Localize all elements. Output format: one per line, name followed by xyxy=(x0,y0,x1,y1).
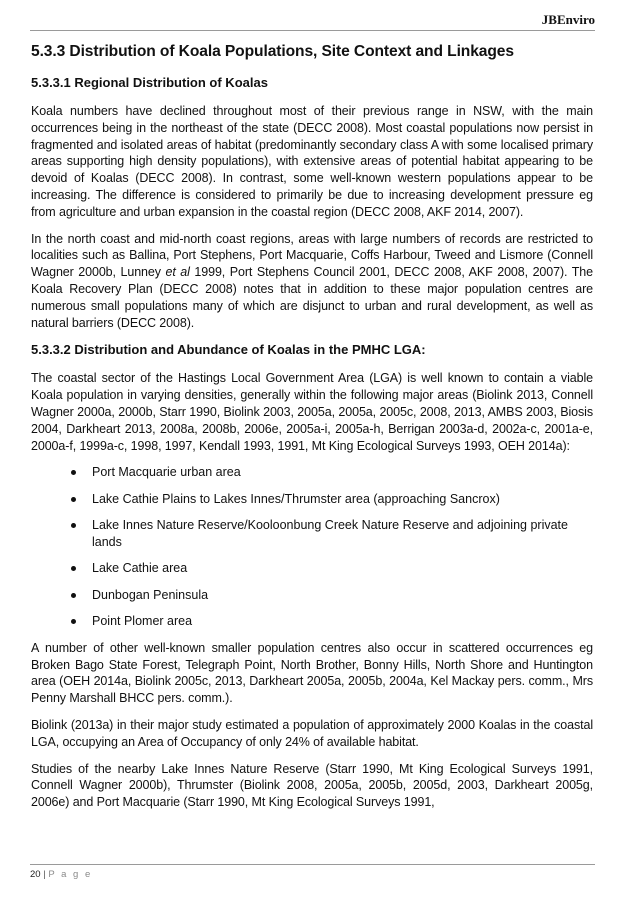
section-heading: 5.3.3 Distribution of Koala Populations, Site Context and Linkages xyxy=(31,43,514,60)
bullet-icon xyxy=(71,566,76,571)
bullet-icon xyxy=(71,523,76,528)
page-content xyxy=(31,42,593,821)
page-label: P a g e xyxy=(48,869,93,880)
bullet-icon xyxy=(71,593,76,598)
list-item xyxy=(31,613,593,630)
bullet-icon xyxy=(71,619,76,624)
bullet-icon xyxy=(71,470,76,475)
page-header xyxy=(30,12,595,31)
italic-text: et al xyxy=(165,265,190,280)
text-run: In the north coast and mid-north coast regions, areas with large numbers of records are restricted to localities such as Ballina, Port Stephens, Port Macquarie, Coffs Harbour, Tweed and Lismore (Connell Wagner 2000b, Lunney xyxy=(31,231,593,280)
list-item xyxy=(31,491,593,508)
brand-logo-text: JBEnviro xyxy=(541,12,595,27)
paragraph: Studies of the nearby Lake Innes Nature Reserve (Starr 1990, Mt King Ecological Surveys 1991, Connell Wagner 2000b), Thrumster (Biolink 2008, 2005a, 2005b, 2005d, 2003, Darkheart 2005g, 2006e) and Port Macquarie (Starr 1990, Mt King Ecological Surveys 1991, xyxy=(31,761,593,810)
list-item xyxy=(31,587,593,604)
text-run: 1999, Port Stephens Council 2001, DECC 2008, AKF 2008, 2007). The Koala Recovery Plan (DECC 2008) notes that in addition to these major population centres are numerous small populations many of which are disjunct to urban and rural development, as well as natural barriers (DECC 2008). xyxy=(31,265,594,330)
paragraph: Biolink (2013a) in their major study estimated a population of approximately 2000 Koalas in the coastal LGA, occupying an Area of Occupancy of only 24% of available habitat. xyxy=(31,718,593,749)
bullet-icon xyxy=(71,497,76,502)
list-item xyxy=(31,517,593,551)
list-item-text: Dunbogan Peninsula xyxy=(92,587,209,602)
subsection-heading-pmhc: 5.3.3.2 Distribution and Abundance of Koalas in the PMHC LGA: xyxy=(31,342,426,358)
koala-areas-list xyxy=(31,464,593,630)
paragraph: The coastal sector of the Hastings Local Government Area (LGA) is well known to contain a viable Koala population in varying densities, generally within the following major areas (Biolink 2013, Connell Wagner 2000a, 2000b, Starr 1990, Biolink 2003, 2005a, 2005a, 2005c, 2008, 2013, AMBS 2003, Biosis 2004, Darkheart 2013, 2008a, 2008b, 2006e, 2005a-i, 2005a-h, Berrigan 2003a-d, 2002a-c, 2001a-e, 2000a-f, 1999a-c, 1998, 1997, Kendall 1993, 1991, Mt King Ecological Surveys 1993, OEH 2014a): xyxy=(31,371,593,453)
page-number: 20 xyxy=(30,869,41,880)
page-footer xyxy=(30,864,595,880)
paragraph: A number of other well-known smaller population centres also occur in scattered occurrences eg Broken Bago State Forest, Telegraph Point, North Brother, Bonny Hills, North Shore and Huntington area (OEH 2014a, Biolink 2005c, 2013, Darkheart 2005a, 2005b, 2004a, Kel Mackay pers. comm., Mrs Penny Marshall BHCC pers. comm.). xyxy=(31,640,593,706)
list-item xyxy=(31,464,593,481)
list-item xyxy=(31,560,593,577)
list-item-text: Lake Cathie area xyxy=(92,561,188,576)
paragraph: Koala numbers have declined throughout most of their previous range in NSW, with the main occurrences being in the northeast of the state (DECC 2008). Most coastal populations now persist in fragmented and isolated areas of habitat (predominantly secondary class A with some localised primary areas supporting high density populations), with extensive areas of potential habitat appearing to be devoid of Koalas (DECC 2008). In contrast, some well-known western populations appear to be increasing. The difference is considered to primarily be due to increasing development pressure eg from agriculture and urban expansion in the coastal region (DECC 2008, AKF 2014, 2007). xyxy=(31,104,593,219)
list-item-text: Lake Innes Nature Reserve/Kooloonbung Creek Nature Reserve and adjoining private lands xyxy=(92,518,568,549)
list-item-text: Lake Cathie Plains to Lakes Innes/Thrumster area (approaching Sancrox) xyxy=(92,491,500,506)
paragraph xyxy=(31,231,593,332)
footer-separator: | xyxy=(43,869,46,880)
list-item-text: Port Macquarie urban area xyxy=(92,465,241,480)
list-item-text: Point Plomer area xyxy=(92,614,193,629)
subsection-heading-regional: 5.3.3.1 Regional Distribution of Koalas xyxy=(31,75,268,90)
